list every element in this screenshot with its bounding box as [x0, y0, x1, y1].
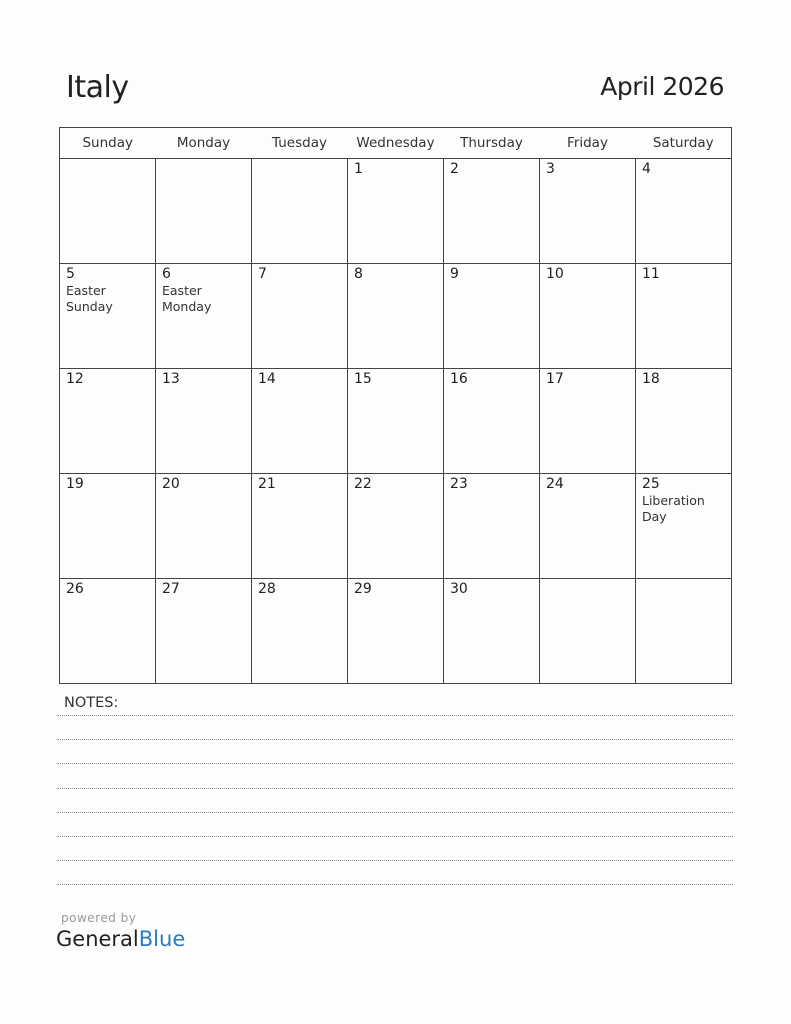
day-number: 24: [546, 476, 564, 492]
day-cell: [540, 369, 636, 474]
day-cell: [636, 369, 732, 474]
day-cell: [444, 264, 540, 369]
day-cell: [444, 369, 540, 474]
country-title: Italy: [66, 70, 129, 105]
note-line: [57, 763, 733, 764]
weekday-header: Wednesday: [348, 128, 444, 159]
day-cell: [636, 579, 732, 684]
day-number: 29: [354, 581, 372, 597]
day-number: 12: [66, 371, 84, 387]
week-row: [60, 474, 732, 579]
day-cell: [348, 159, 444, 264]
day-cell: [348, 579, 444, 684]
day-cell: [60, 474, 156, 579]
generalblue-logo: [56, 927, 185, 951]
week-row: [60, 369, 732, 474]
day-cell: [636, 474, 732, 579]
day-number: 11: [642, 266, 660, 282]
day-number: 8: [354, 266, 363, 282]
note-line: [57, 860, 733, 861]
day-number: 14: [258, 371, 276, 387]
day-cell: [540, 579, 636, 684]
day-cell: [60, 579, 156, 684]
day-number: 4: [642, 161, 651, 177]
day-number: 6: [162, 266, 171, 282]
day-cell: [156, 579, 252, 684]
day-number: 2: [450, 161, 459, 177]
day-cell: [60, 264, 156, 369]
day-cell: [252, 474, 348, 579]
day-number: 23: [450, 476, 468, 492]
weekday-header: Saturday: [636, 128, 732, 159]
day-number: 10: [546, 266, 564, 282]
day-cell: [540, 474, 636, 579]
day-number: 17: [546, 371, 564, 387]
day-cell: [348, 474, 444, 579]
brand-blue: Blue: [138, 927, 186, 951]
day-cell: [540, 264, 636, 369]
day-number: 18: [642, 371, 660, 387]
note-line: [57, 739, 733, 740]
week-row: [60, 159, 732, 264]
weekday-header: Monday: [156, 128, 252, 159]
day-number: 19: [66, 476, 84, 492]
day-number: 13: [162, 371, 180, 387]
day-cell: [60, 369, 156, 474]
day-number: 25: [642, 476, 660, 492]
note-line: [57, 715, 733, 716]
day-cell: [156, 474, 252, 579]
day-cell: [252, 369, 348, 474]
day-number: 20: [162, 476, 180, 492]
day-cell: [252, 159, 348, 264]
note-line: [57, 884, 733, 885]
day-number: 22: [354, 476, 372, 492]
day-cell: [156, 159, 252, 264]
week-row: [60, 264, 732, 369]
day-cell: [444, 159, 540, 264]
weekday-header-row: [60, 128, 732, 159]
day-cell: [252, 264, 348, 369]
day-number: 7: [258, 266, 267, 282]
day-number: 16: [450, 371, 468, 387]
day-number: 30: [450, 581, 468, 597]
day-cell: [252, 579, 348, 684]
day-number: 3: [546, 161, 555, 177]
day-cell: [636, 264, 732, 369]
month-year-title: April 2026: [600, 72, 724, 101]
day-number: 9: [450, 266, 459, 282]
day-number: 21: [258, 476, 276, 492]
holiday-label: Liberation Day: [642, 493, 705, 524]
day-number: 15: [354, 371, 372, 387]
day-cell: [156, 369, 252, 474]
day-number: 27: [162, 581, 180, 597]
holiday-label: Easter Sunday: [66, 283, 113, 314]
day-cell: [156, 264, 252, 369]
day-cell: [444, 579, 540, 684]
day-number: 1: [354, 161, 363, 177]
weekday-header: Thursday: [444, 128, 540, 159]
day-number: 26: [66, 581, 84, 597]
weekday-header: Sunday: [60, 128, 156, 159]
powered-by-text: powered by: [61, 911, 137, 925]
brand-general: General: [56, 927, 139, 951]
note-line: [57, 836, 733, 837]
day-cell: [348, 264, 444, 369]
week-row: [60, 579, 732, 684]
day-cell: [444, 474, 540, 579]
note-line: [57, 788, 733, 789]
notes-label: NOTES:: [64, 695, 119, 711]
calendar-grid: [59, 127, 732, 684]
day-number: 28: [258, 581, 276, 597]
holiday-label: Easter Monday: [162, 283, 212, 314]
day-cell: [636, 159, 732, 264]
day-number: 5: [66, 266, 75, 282]
day-cell: [348, 369, 444, 474]
weekday-header: Friday: [540, 128, 636, 159]
weekday-header: Tuesday: [252, 128, 348, 159]
day-cell: [540, 159, 636, 264]
day-cell: [60, 159, 156, 264]
note-line: [57, 812, 733, 813]
